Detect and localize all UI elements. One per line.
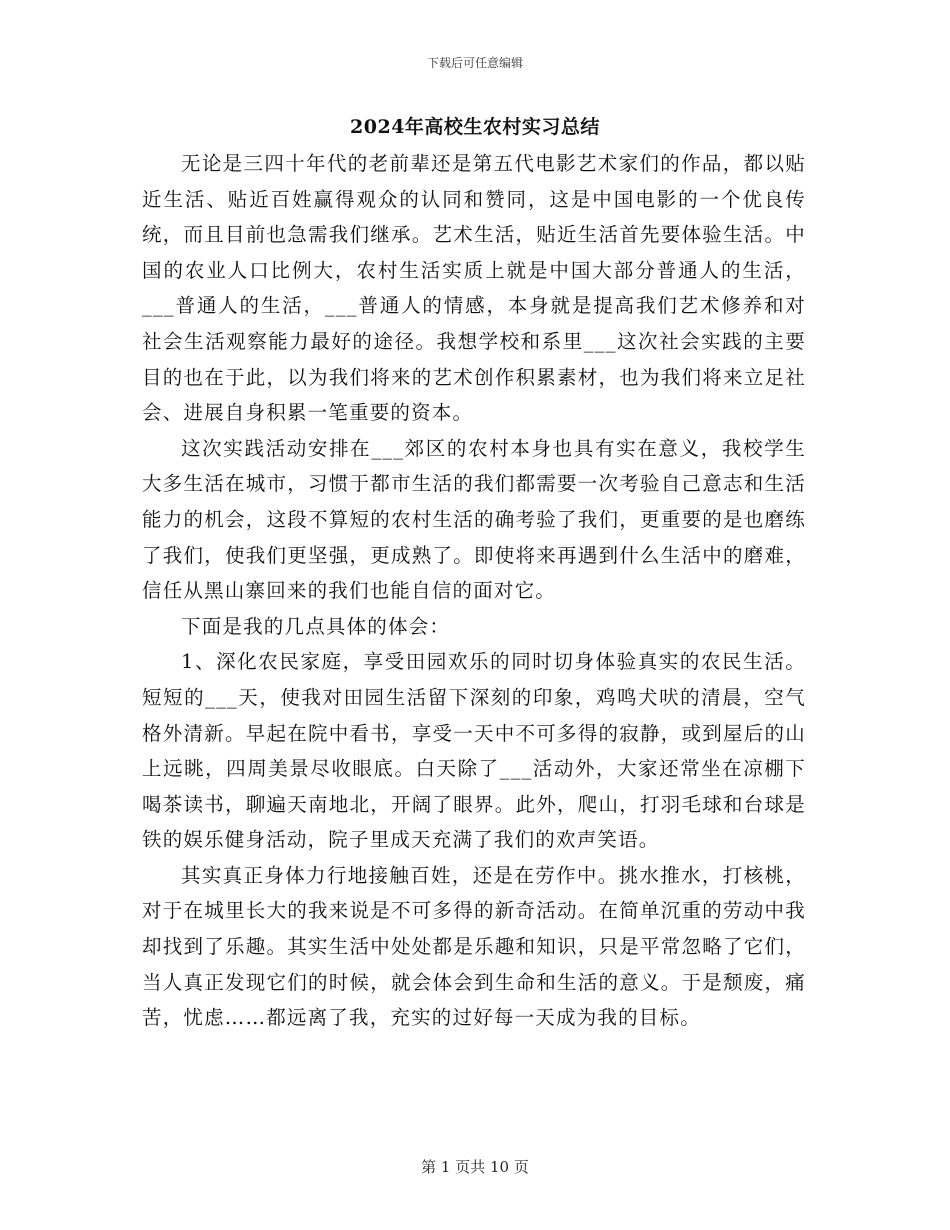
paragraph-1: 无论是三四十年代的老前辈还是第五代电影艺术家们的作品，都以贴近生活、贴近百姓赢得观众的认同和赞同，这是中国电影的一个优良传统，而且目前也急需我们继承。艺术生活，贴近生活首先要体验生活。中国的农业人口比例大，农村生活实质上就是中国大部分普通人的生活，___普通人的生活，___普通人的情感，本身就是提高我们艺术修养和对社会生活观察能力最好的途径。我想学校和系里___这次社会实践的主要目的也在于此，以为我们将来的艺术创作积累素材，也为我们将来立足社会、进展自身积累一笔重要的资本。 [142,152,806,425]
document-body [142,146,806,1036]
paragraph-2: 这次实践活动安排在___郊区的农村本身也具有实在意义，我校学生大多生活在城市，习惯于都市生活的我们都需要一次考验自己意志和生活能力的机会，这段不算短的农村生活的确考验了我们，更重要的是也磨练了我们，使我们更坚强，更成熟了。即使将来再遇到什么生活中的磨难，信任从黑山寨回来的我们也能自信的面对它。 [142,436,806,603]
header-note: 下载后可任意编辑 [426,56,523,70]
paragraph-4: 1、深化农民家庭，享受田园欢乐的同时切身体验真实的农民生活。短短的___天，使我对田园生活留下深刻的印象，鸡鸣犬吠的清晨，空气格外清新。早起在院中看书，享受一天中不可多得的寂静，或到屋后的山上远眺，四周美景尽收眼底。白天除了___活动外，大家还常坐在凉棚下喝茶读书，聊遍天南地北，开阔了眼界。此外，爬山，打羽毛球和台球是铁的娱乐健身活动，院子里成天充满了我们的欢声笑语。 [142,650,806,852]
paragraph-3: 下面是我的几点具体的体会： [181,614,451,638]
page-number: 第 1 页共 10 页 [421,1158,529,1176]
paragraph-5: 其实真正身体力行地接触百姓，还是在劳作中。挑水推水，打核桃，对于在城里长大的我来说是不可多得的新奇活动。在简单沉重的劳动中我却找到了乐趣。其实生活中处处都是乐趣和知识，只是平常忽略了它们，当人真正发现它们的时候，就会体会到生命和生活的意义。于是颓废，痛苦，忧虑……都远离了我，充实的过好每一天成为我的目标。 [142,863,806,1030]
document-title: 2024年高校生农村实习总结 [350,116,600,138]
